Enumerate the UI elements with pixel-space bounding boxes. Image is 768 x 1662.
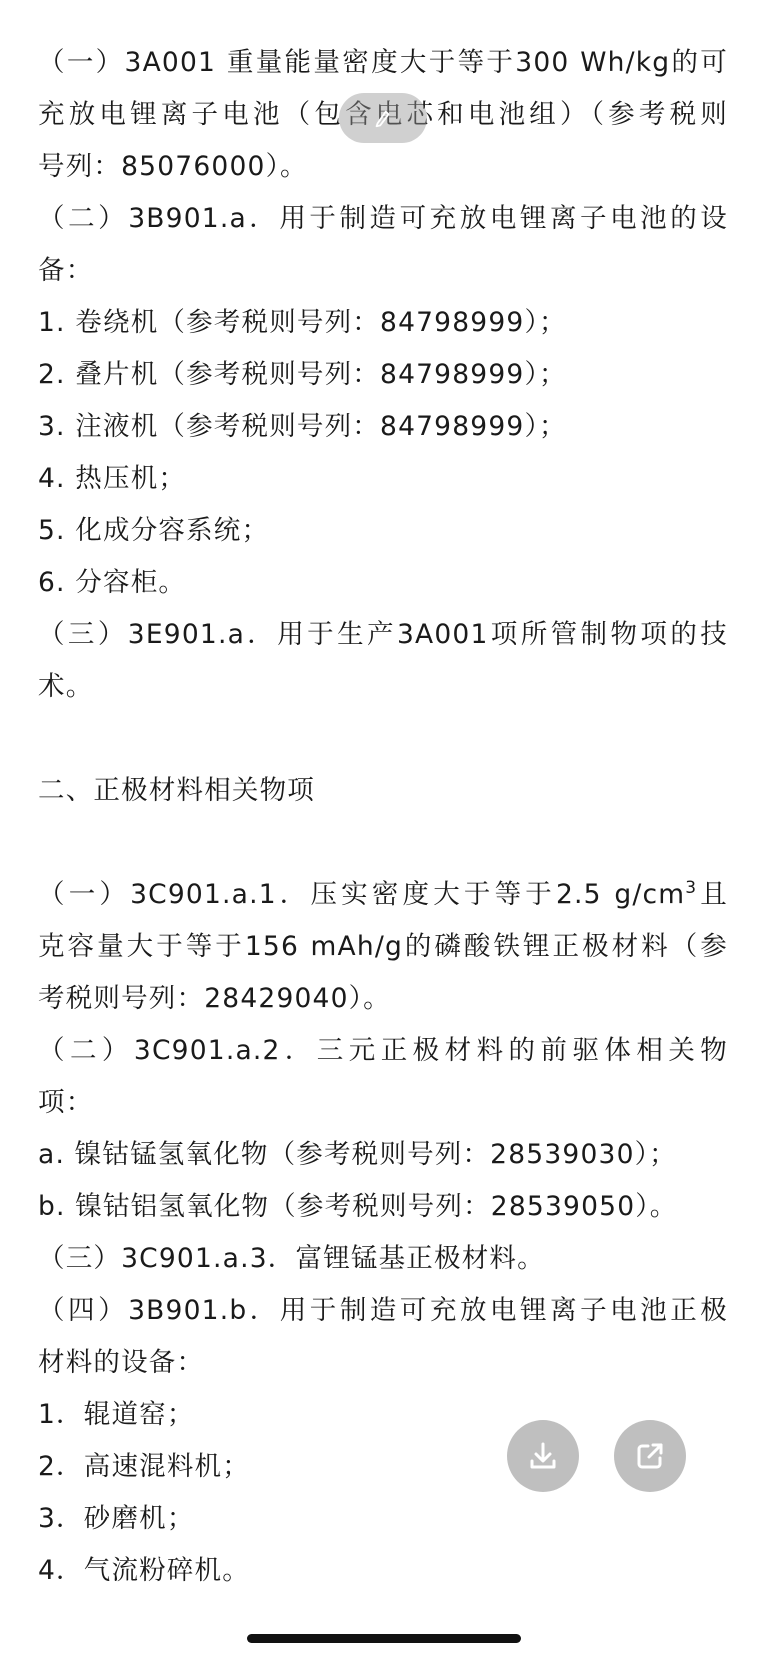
doc-line: 充放电锂离子电池（包含电芯和电池组）（参考税则	[38, 99, 728, 130]
doc-line: 克容量大于等于156 mAh/g的磷酸铁锂正极材料（参	[38, 931, 728, 962]
doc-line: 项：	[38, 1087, 94, 1118]
doc-line: 备：	[38, 255, 94, 286]
doc-line-text: （一）3C901.a.1．压实密度大于等于2.5 g/cm	[38, 879, 686, 910]
section-heading: 二、正极材料相关物项	[38, 775, 315, 806]
pencil-icon	[372, 107, 394, 129]
doc-line: 3．砂磨机；	[38, 1503, 195, 1534]
doc-line: b. 镍钴铝氢氧化物（参考税则号列：28539050）。	[38, 1191, 678, 1222]
doc-line: 1．辊道窑；	[38, 1399, 195, 1430]
doc-line: 4. 热压机；	[38, 463, 187, 494]
doc-line: （二）3C901.a.2．三元正极材料的前驱体相关物	[38, 1035, 728, 1066]
doc-line: （一）3A001 重量能量密度大于等于300 Wh/kg的可	[38, 47, 728, 78]
download-icon	[526, 1439, 560, 1473]
doc-line: （三）3C901.a.3．富锂锰基正极材料。	[38, 1243, 545, 1274]
doc-line	[38, 869, 728, 921]
doc-line: 术。	[38, 671, 94, 702]
doc-line: a. 镍钴锰氢氧化物（参考税则号列：28539030）；	[38, 1139, 677, 1170]
doc-line: 3. 注液机（参考税则号列：84798999）；	[38, 411, 567, 442]
doc-line: 号列：85076000）。	[38, 151, 308, 182]
doc-line: 4．气流粉碎机。	[38, 1555, 250, 1586]
doc-line: 2．高速混料机；	[38, 1451, 250, 1482]
home-indicator	[247, 1634, 521, 1643]
doc-line: （三）3E901.a．用于生产3A001项所管制物项的技	[38, 619, 728, 650]
superscript-exponent: 3	[685, 878, 698, 898]
doc-line: 2. 叠片机（参考税则号列：84798999）；	[38, 359, 567, 390]
page-overlay-chip[interactable]	[339, 93, 427, 143]
download-button[interactable]	[507, 1420, 579, 1492]
doc-line: （四）3B901.b．用于制造可充放电锂离子电池正极	[38, 1295, 728, 1326]
doc-line: （二）3B901.a．用于制造可充放电锂离子电池的设	[38, 203, 728, 234]
doc-line: 材料的设备：	[38, 1347, 205, 1378]
document-body	[38, 37, 728, 1597]
share-button[interactable]	[614, 1420, 686, 1492]
blank-line	[38, 817, 728, 869]
share-external-icon	[633, 1439, 667, 1473]
doc-line: 考税则号列：28429040）。	[38, 983, 391, 1014]
doc-line-tail: 且	[697, 879, 728, 910]
doc-line: 1. 卷绕机（参考税则号列：84798999）；	[38, 307, 567, 338]
doc-line: 5. 化成分容系统；	[38, 515, 270, 546]
blank-line	[38, 713, 728, 765]
doc-line: 6. 分容柜。	[38, 567, 187, 598]
